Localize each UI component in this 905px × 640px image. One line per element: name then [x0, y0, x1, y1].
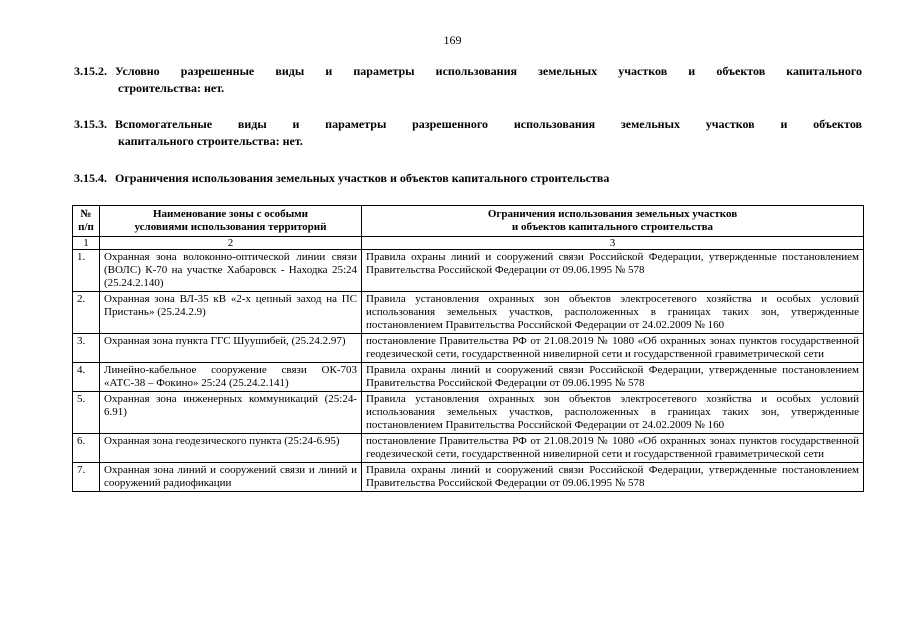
restriction-text: Правила установления охранных зон объектов электросетевого хозяйства и особых условий использования земельных участков, расположенных в границах таких зон, утвержденные постановлением Правительства Российской Федерации от 24.02.2009 № 160 [362, 392, 864, 434]
section-3-15-4 [74, 170, 862, 187]
header-number [73, 206, 100, 237]
row-number: 4. [73, 363, 100, 392]
header-zone [100, 206, 362, 237]
table-row [73, 292, 864, 334]
restriction-text: Правила охраны линий и сооружений связи Российской Федерации, утвержденные постановлением Правительства Российской Федерации от 09.06.1995 № 578 [362, 463, 864, 492]
row-number: 6. [73, 434, 100, 463]
zone-name: Охранная зона линий и сооружений связи и линий и сооружений радиофикации [100, 463, 362, 492]
restriction-text: Правила установления охранных зон объектов электросетевого хозяйства и особых условий использования земельных участков, расположенных в границах таких зон, утвержденные постановлением Правительства Российской Федерации от 24.02.2009 № 160 [362, 292, 864, 334]
section-3-15-2 [74, 63, 862, 97]
restriction-text: постановление Правительства РФ от 21.08.2019 № 1080 «Об охранных зонах пунктов государственной геодезической сети, государственной нивелирной сети и государственной гравиметрической сети [362, 334, 864, 363]
header-text: условиями использования территорий [134, 221, 327, 233]
header-text: Наименование зоны с особыми [152, 208, 309, 220]
section-title: Ограничения использования земельных участков и объектов капитального строительства [115, 171, 610, 185]
section-title-continuation: капитального строительства: нет. [118, 134, 303, 148]
page-number: 169 [443, 33, 462, 47]
header-text: Ограничения использования земельных участков [487, 208, 738, 220]
table-row [73, 434, 864, 463]
section-title-continuation: строительства: нет. [118, 81, 225, 95]
row-number: 2. [73, 292, 100, 334]
table-row [73, 250, 864, 292]
header-text: п/п [78, 221, 94, 233]
header-restriction [362, 206, 864, 237]
row-number: 7. [73, 463, 100, 492]
zone-name: Охранная зона инженерных коммуникаций (25:24-6.91) [100, 392, 362, 434]
table-row [73, 334, 864, 363]
section-number: 3.15.2. [74, 64, 107, 78]
column-index: 1 [73, 237, 100, 250]
section-title: Условно разрешенные виды и параметры использования земельных участков и объектов капитального [115, 64, 862, 78]
zone-name: Охранная зона пункта ГГС Шуушибей, (25.24.2.97) [100, 334, 362, 363]
zone-name: Линейно-кабельное сооружение связи ОК-703 «АТС-38 – Фокино» 25:24 (25.24.2.141) [100, 363, 362, 392]
table-row [73, 363, 864, 392]
section-title: Вспомогательные виды и параметры разрешенного использования земельных участков и объектов [115, 117, 862, 131]
zone-name: Охранная зона геодезического пункта (25:24-6.95) [100, 434, 362, 463]
restrictions-table [72, 205, 864, 492]
zone-name: Охранная зона волоконно-оптической линии связи (ВОЛС) К-70 на участке Хабаровск - Находка 25:24 (25.24.2.140) [100, 250, 362, 292]
table-header-row [73, 206, 864, 237]
column-index: 2 [100, 237, 362, 250]
header-text: и объектов капитального строительства [511, 221, 714, 233]
column-index: 3 [362, 237, 864, 250]
section-3-15-3 [74, 116, 862, 150]
section-number: 3.15.3. [74, 117, 107, 131]
restriction-text: постановление Правительства РФ от 21.08.2019 № 1080 «Об охранных зонах пунктов государственной геодезической сети, государственной нивелирной сети и государственной гравиметрической сети [362, 434, 864, 463]
restriction-text: Правила охраны линий и сооружений связи Российской Федерации, утвержденные постановлением Правительства Российской Федерации от 09.06.1995 № 578 [362, 363, 864, 392]
row-number: 1. [73, 250, 100, 292]
table-row [73, 392, 864, 434]
restriction-text: Правила охраны линий и сооружений связи Российской Федерации, утвержденные постановлением Правительства Российской Федерации от 09.06.1995 № 578 [362, 250, 864, 292]
header-text: № [80, 208, 92, 220]
row-number: 5. [73, 392, 100, 434]
zone-name: Охранная зона ВЛ-35 кВ «2-х цепный заход на ПС Пристань» (25.24.2.9) [100, 292, 362, 334]
column-index-row [73, 237, 864, 250]
section-number: 3.15.4. [74, 171, 107, 185]
row-number: 3. [73, 334, 100, 363]
table-row [73, 463, 864, 492]
